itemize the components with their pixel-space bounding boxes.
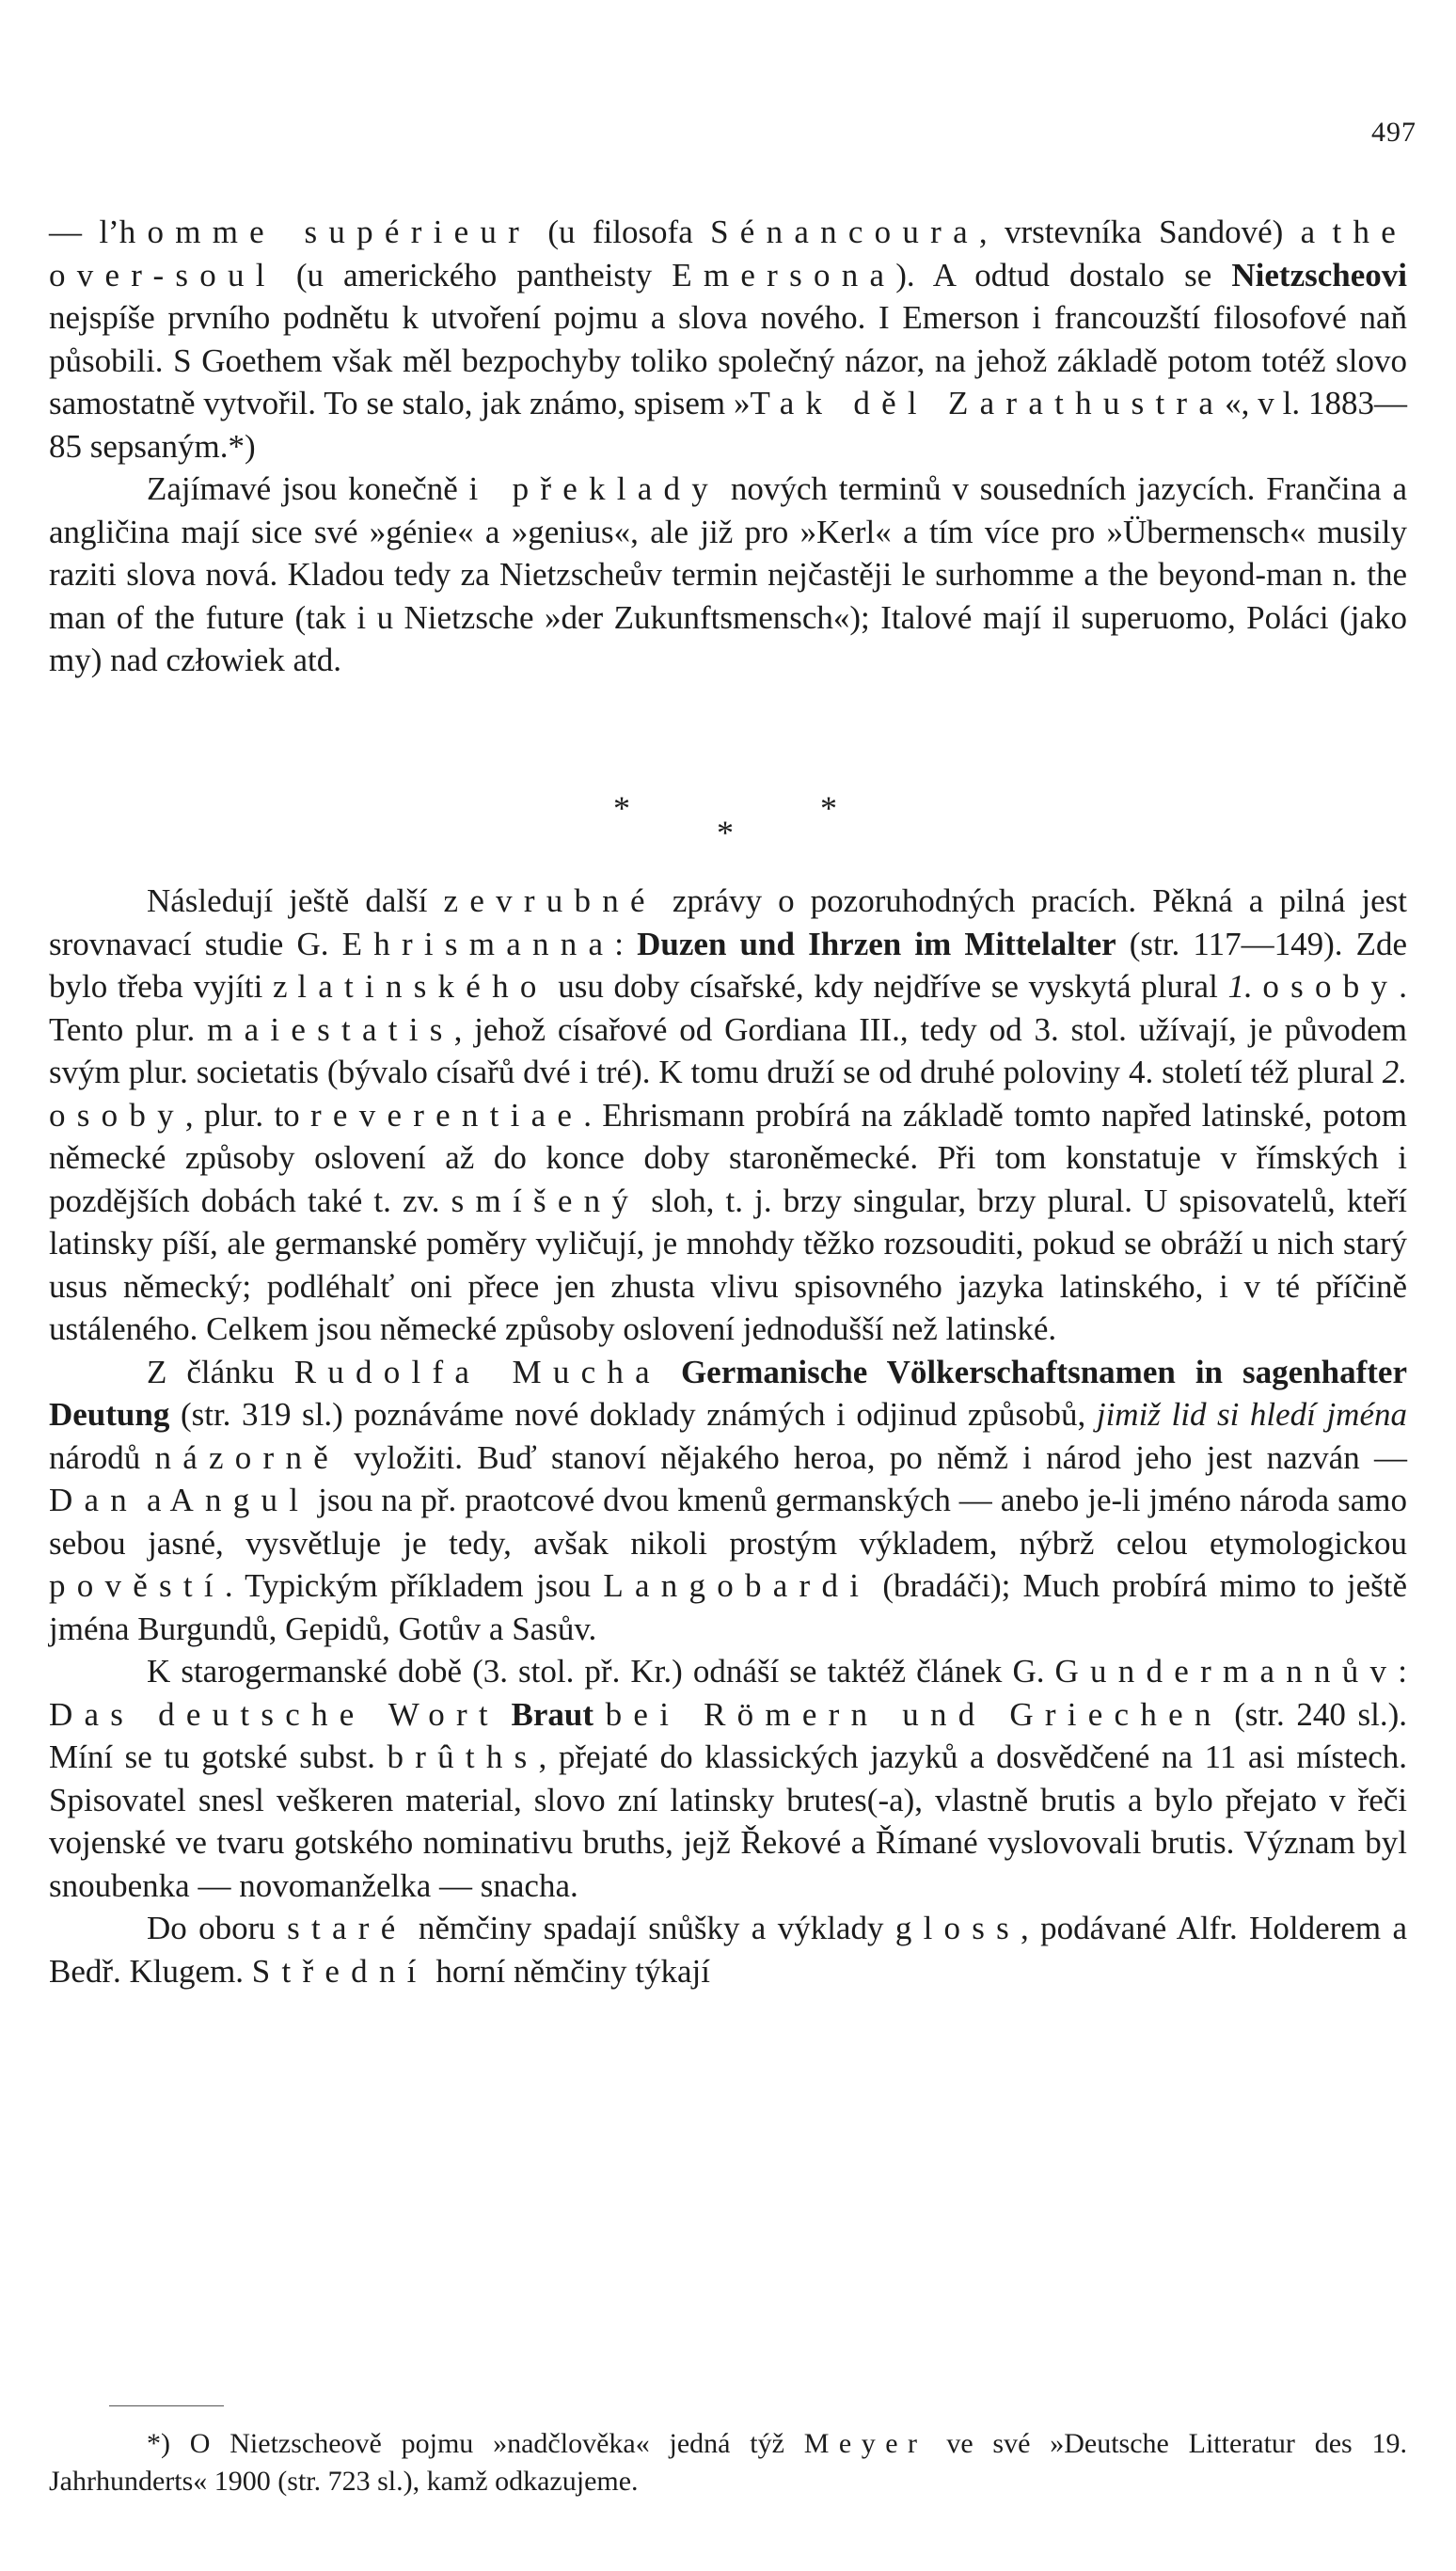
spaced-emphasis: zevrubné xyxy=(443,882,657,919)
spaced-emphasis: Langobardi xyxy=(603,1567,871,1604)
spaced-emphasis: Gundermannův xyxy=(1054,1653,1399,1690)
spaced-emphasis: Střední xyxy=(251,1952,428,1990)
spaced-emphasis: brûths xyxy=(387,1738,539,1775)
text-run xyxy=(1253,968,1263,1005)
text-run xyxy=(593,1696,606,1733)
spaced-emphasis: Sénancoura xyxy=(710,214,979,250)
text-run: a xyxy=(138,1482,170,1518)
body-text-upper xyxy=(49,211,1407,682)
separator-star: * xyxy=(613,789,630,827)
text-run: Zajímavé jsou konečně xyxy=(147,470,469,507)
footnote xyxy=(49,2425,1407,2500)
text-run: němčiny spadají snůšky a výklady xyxy=(406,1910,895,1946)
spaced-emphasis: the over-soul xyxy=(49,214,1407,294)
spaced-emphasis: staré xyxy=(287,1910,407,1946)
text-run: «, v l. 1883—85 sepsaným.*) xyxy=(49,385,1407,465)
bold-title: Duzen und Ihrzen im Mittelalter xyxy=(637,925,1116,962)
page-number: 497 xyxy=(1371,117,1416,148)
paragraph xyxy=(49,1351,1407,1651)
spaced-emphasis: osoby xyxy=(1262,968,1400,1005)
paragraph xyxy=(49,468,1407,682)
spaced-emphasis: latinského xyxy=(297,968,548,1005)
spaced-emphasis: i překlady xyxy=(468,470,720,507)
text-run: Z článku xyxy=(147,1353,294,1390)
paragraph xyxy=(49,1650,1407,1907)
text-run: (u filosofa xyxy=(530,214,711,250)
separator-star: * xyxy=(820,789,837,827)
text-run: : xyxy=(614,925,638,962)
spaced-emphasis: maiestatis xyxy=(207,1010,454,1048)
text-run: , podávané Alfr. Holderem a Bedř. Klugem. xyxy=(49,1910,1407,1990)
bold-title: Germanische Völkerschaftsnamen in sagenhafter Deutung xyxy=(49,1353,1407,1433)
text-run: (str. 240 sl.). Míní se tu gotské subst. xyxy=(49,1695,1408,1775)
italic-text: jimiž lid si hledí jména xyxy=(1096,1396,1407,1433)
text-run: : xyxy=(1398,1653,1407,1690)
text-run: (str. 117—149). Zde bylo třeba vyjíti z xyxy=(49,925,1408,1005)
paragraph xyxy=(49,211,1407,468)
separator-star: * xyxy=(717,814,734,851)
text-run: Následují ještě další xyxy=(147,882,444,919)
spaced-emphasis: Dan xyxy=(49,1482,139,1518)
spaced-emphasis: gloss xyxy=(894,1910,1021,1946)
text-run: ve své »Deutsche Litteratur des 19. Jahrhunderts« 1900 (str. 723 sl.), kamž odkazujeme. xyxy=(49,2428,1407,2497)
bold-title: Braut xyxy=(511,1695,594,1733)
text-run: horní němčiny týkají xyxy=(427,1952,711,1990)
spaced-emphasis: Das deutsche Wort xyxy=(49,1695,499,1733)
spaced-emphasis: Tak děl Zarathustra xyxy=(750,385,1226,421)
italic-text: 2. xyxy=(1382,1054,1407,1090)
text-run: sloh, t. j. brzy singular, brzy plural. U spisovatelů, kteří latinsky píší, ale germanské poměry vyličují, je mnohdy těžko rozsouditi, pokud se obráží u nich starý usus německý; podléhalť oni přece jen zhusta vlivu spisovného jazyka latinského, i v té příčině ustáleného. Celkem jsou německé způsoby oslovení jednodušší než latinské. xyxy=(49,1182,1407,1347)
paragraph xyxy=(49,880,1407,1351)
body-text-lower xyxy=(49,880,1407,1992)
spaced-emphasis: Ehrismanna xyxy=(341,925,615,962)
spaced-emphasis: Meyer xyxy=(803,2428,927,2459)
text-run: (bradáči); Much probírá mimo to ještě jména Burgundů, Gepidů, Gotův a Sasův. xyxy=(49,1567,1407,1647)
footnote-divider xyxy=(109,2405,224,2406)
text-run: jsou na př. praotcové dvou kmenů germanských — anebo je-li jméno národa samo sebou jasné, vysvětluje je tedy, avšak nikoli prostým výkladem, nýbrž celou etymologickou xyxy=(49,1482,1407,1562)
spaced-emphasis: smíšený xyxy=(451,1182,641,1219)
text-run: (u amerického pantheisty xyxy=(276,256,673,294)
paragraph xyxy=(49,1907,1407,1992)
text-run: , plur. to xyxy=(184,1096,310,1134)
text-run: , jehož císařové od Gordiana III., tedy od 3. stol. užívají, je původem svým plur. societatis (bývalo císařů dvé i tré). K tomu druží se od druhé poloviny 4. století též plural xyxy=(49,1010,1407,1090)
spaced-emphasis: Angul xyxy=(169,1482,310,1518)
text-run: . Ehrismann probírá na základě tomto napřed latinské, potom německé způsoby oslovení až do konce doby staroněmecké. Při tom konstatuje v římských i pozdějších dobách také t. zv. xyxy=(49,1096,1407,1219)
text-run: Do oboru xyxy=(147,1910,288,1946)
section-separator xyxy=(0,788,1456,854)
text-run: nových terminů v sousedních jazycích. Frančina a angličina mají sice své »génie« a »genius«, ale již pro »Kerl« a tím více pro »Übermensch« musily raziti slova nová. Kladou tedy za Nietzscheův termin nejčastěji le surhomme a the beyond-man n. the man of the future (tak i u Nietzsche »der Zukunftsmensch«); Italové mají il superuomo, Poláci (jako my) nad człowiek atd. xyxy=(49,470,1407,678)
spaced-emphasis: pověstí xyxy=(49,1567,225,1604)
text-run: , přejaté do klassických jazyků a dosvědčené na 11 asi místech. Spisovatel snesl veškeren material, slovo zní latinsky brutes(-a), vlastně brutis a bylo přejato v řeči vojenské ve tvaru gotského nominativu bruths, jejž Řekové a Římané vyslovovali brutis. Význam byl snoubenka — novomanželka — snacha. xyxy=(49,1738,1407,1904)
text-run: národů xyxy=(49,1438,155,1476)
text-run: . Tento plur. xyxy=(49,968,1407,1048)
text-run: nejspíše prvního podnětu k utvoření pojmu a slova nového. I Emerson i francouzští filosofové naň působili. S Goethem však měl bezpochyby toliko společný názor, na jehož základě potom totéž slovo samostatně vytvořil. To se stalo, jak známo, spisem » xyxy=(49,299,1407,421)
spaced-emphasis: názorně xyxy=(154,1438,340,1476)
spaced-emphasis: bei Römern und Griechen xyxy=(605,1695,1223,1733)
text-run xyxy=(499,1696,512,1733)
text-run: . Typickým příkladem jsou xyxy=(224,1567,604,1604)
text-run: ). A odtud dostalo se xyxy=(895,256,1232,294)
spaced-emphasis: homme supérieur xyxy=(119,214,531,250)
text-run: *) O Nietzscheově pojmu »nadčlověka« jedná týž xyxy=(147,2428,804,2459)
text-run xyxy=(661,1354,681,1390)
italic-text: 1. xyxy=(1227,968,1253,1005)
spaced-emphasis: Rudolfa Mucha xyxy=(293,1353,661,1390)
spaced-emphasis: osoby xyxy=(49,1096,185,1134)
text-run: K starogermanské době (3. stol. př. Kr.) odnáší se taktéž článek G. xyxy=(147,1653,1055,1690)
text-run: (str. 319 sl.) poznáváme nové doklady známých i odjinud způsobů, xyxy=(169,1396,1097,1433)
spaced-emphasis: Emersona xyxy=(672,256,896,294)
bold-title: Nietzscheovi xyxy=(1231,256,1407,294)
footnote-text xyxy=(49,2425,1407,2500)
text-run: usu doby císařské, kdy nejdříve se vyskytá plural xyxy=(547,968,1228,1005)
text-run: zprávy o pozoruhodných pracích. Pěkná a pilná jest srovnavací studie G. xyxy=(49,882,1407,962)
text-run: vyložiti. Buď stanoví nějakého heroa, po němž i národ jeho jest nazván — xyxy=(340,1438,1407,1476)
text-run: , vrstevníka Sandové) a xyxy=(978,214,1333,250)
text-run: — l’ xyxy=(49,214,119,250)
spaced-emphasis: reverentiae xyxy=(310,1096,584,1134)
